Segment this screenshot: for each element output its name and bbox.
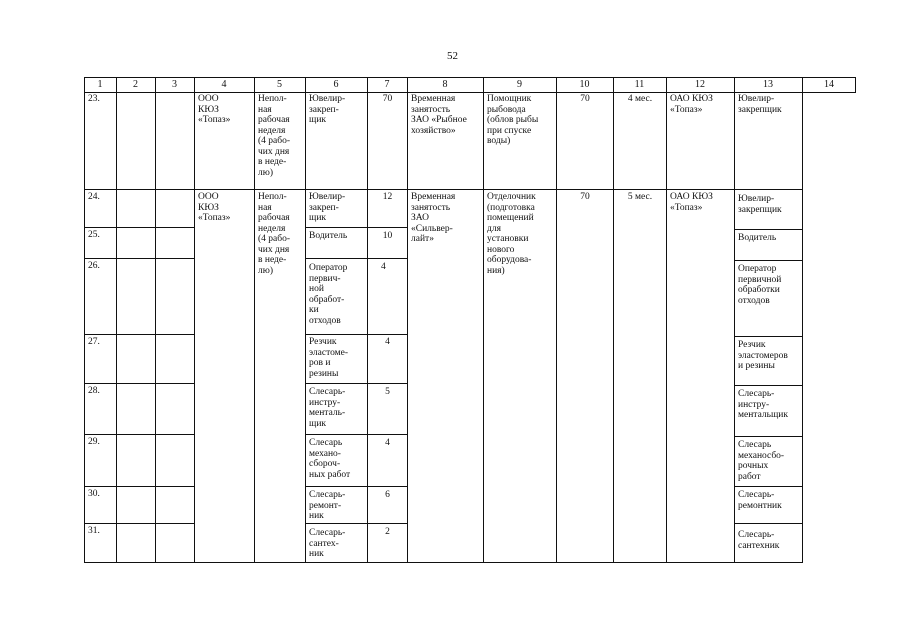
row-divider: [84, 258, 194, 259]
row-divider: [305, 258, 407, 259]
row-divider: [734, 336, 802, 337]
page-number: 52: [447, 50, 458, 62]
col-header-12: 12: [695, 79, 705, 90]
table-border-top: [84, 77, 856, 78]
column-divider: [483, 77, 484, 563]
col-header-10: 10: [579, 79, 590, 90]
row-divider: [734, 229, 802, 230]
table-border-bottom: [84, 562, 802, 563]
column-divider: [254, 77, 255, 563]
column-divider: [613, 77, 614, 563]
row-divider: [734, 523, 802, 524]
period-cell: 4 мес.: [627, 94, 653, 104]
row-divider: [305, 523, 407, 524]
profession-cell: Ювелир- закреп- щик: [309, 192, 346, 223]
work-type-cell: Отделочник (подготовка помещений для установки нового оборудова- ния): [487, 192, 536, 276]
column-divider: [116, 77, 117, 563]
row-divider: [305, 227, 407, 228]
count-cell: 4: [385, 438, 390, 448]
count-cell: 5: [385, 387, 390, 397]
row-divider: [305, 383, 407, 384]
schedule-cell: Непол- ная рабочая неделя (4 рабо- чих дня в неде- лю): [258, 192, 291, 276]
profession-cell: Слесарь- инстру- менталь- щик: [309, 387, 346, 429]
specialty-cell: Слесарь- инстру- ментальщик: [738, 389, 788, 420]
col-header-1: 1: [97, 79, 103, 90]
column-divider: [367, 77, 368, 563]
row-number: 26.: [88, 261, 100, 271]
count-cell: 2: [385, 527, 390, 537]
profession-cell: Резчик эластоме- ров и резины: [309, 337, 349, 379]
row-divider: [305, 486, 407, 487]
col-header-3: 3: [172, 79, 177, 90]
column-divider: [305, 77, 306, 563]
count-cell: 4: [381, 262, 386, 272]
profession-cell: Оператор первич- ной обработ- ки отходов: [309, 263, 348, 326]
row-divider: [305, 334, 407, 335]
col-header-7: 7: [384, 79, 390, 90]
employer-cell: ОАО КЮЗ «Топаз»: [670, 94, 713, 115]
row-divider: [734, 486, 802, 487]
col-header-5: 5: [277, 79, 282, 90]
row-divider: [734, 260, 802, 261]
employment-cell: Временная занятость ЗАО «Рыбное хозяйство»: [411, 94, 467, 136]
row-number: 29.: [88, 437, 100, 447]
column-divider: [194, 77, 195, 563]
col-header-11: 11: [634, 79, 645, 90]
specialty-cell: Водитель: [738, 233, 777, 243]
col-header-9: 9: [517, 79, 522, 90]
row-number: 31.: [88, 526, 100, 536]
specialty-cell: Ювелир- закрепщик: [738, 194, 782, 215]
row-number: 24.: [88, 192, 100, 202]
employment-cell: Временная занятость ЗАО «Сильвер- лайт»: [411, 192, 456, 244]
col-header-14: 14: [824, 79, 834, 90]
row-divider: [84, 227, 194, 228]
count-cell: 6: [385, 490, 390, 500]
column-divider: [155, 77, 156, 563]
col-header-4: 4: [221, 79, 227, 90]
row-number: 27.: [88, 337, 100, 347]
profession-cell: Ювелир- закреп- щик: [309, 94, 346, 125]
col-header-8: 8: [442, 79, 448, 90]
row-divider: [84, 189, 802, 190]
col-header-2: 2: [133, 79, 138, 90]
row-divider: [84, 486, 194, 487]
profession-cell: Слесарь- сантех- ник: [309, 528, 346, 559]
table-border-right: [855, 77, 856, 92]
col-header-13: 13: [763, 79, 773, 90]
organization-cell: ООО КЮЗ «Топаз»: [198, 94, 231, 125]
specialty-cell: Ювелир- закрепщик: [738, 94, 782, 115]
count-cell: 70: [382, 94, 393, 104]
row-divider: [734, 436, 802, 437]
column-divider: [407, 77, 408, 563]
row-divider: [305, 434, 407, 435]
row-divider: [84, 334, 194, 335]
specialty-cell: Резчик эластомеров и резины: [738, 340, 788, 371]
count2-cell: 70: [580, 94, 590, 104]
row-divider: [734, 385, 802, 386]
count-cell: 12: [382, 192, 393, 202]
row-number: 28.: [88, 386, 100, 396]
row-divider: [84, 434, 194, 435]
count-cell: 10: [382, 231, 393, 241]
table-border-left: [84, 77, 85, 563]
row-divider: [84, 383, 194, 384]
column-divider: [802, 77, 803, 563]
employer-cell: ОАО КЮЗ «Топаз»: [670, 192, 713, 213]
header-divider: [84, 92, 856, 93]
work-type-cell: Помощник рыбовода (облов рыбы при спуске воды): [487, 94, 539, 146]
specialty-cell: Слесарь- ремонтник: [738, 490, 782, 511]
row-number: 23.: [88, 94, 100, 104]
profession-cell: Слесарь механо- сбороч- ных работ: [309, 438, 351, 480]
column-divider: [666, 77, 667, 563]
profession-cell: Водитель: [309, 231, 348, 241]
specialty-cell: Слесарь- сантехник: [738, 530, 780, 551]
row-divider: [84, 523, 194, 524]
row-number: 30.: [88, 489, 100, 499]
column-divider: [734, 77, 735, 563]
data-table: [84, 77, 856, 563]
row-number: 25.: [88, 230, 100, 240]
period-cell: 5 мес.: [627, 192, 653, 202]
col-header-6: 6: [333, 79, 339, 90]
count-cell: 4: [385, 337, 390, 347]
count2-cell: 70: [580, 192, 590, 202]
column-divider: [556, 77, 557, 563]
profession-cell: Слесарь- ремонт- ник: [309, 490, 346, 521]
organization-cell: ООО КЮЗ «Топаз»: [198, 192, 231, 223]
schedule-cell: Непол- ная рабочая неделя (4 рабо- чих дня в неде- лю): [258, 94, 291, 178]
specialty-cell: Слесарь механосбо- рочных работ: [738, 440, 785, 482]
specialty-cell: Оператор первичной обработки отходов: [738, 264, 782, 306]
